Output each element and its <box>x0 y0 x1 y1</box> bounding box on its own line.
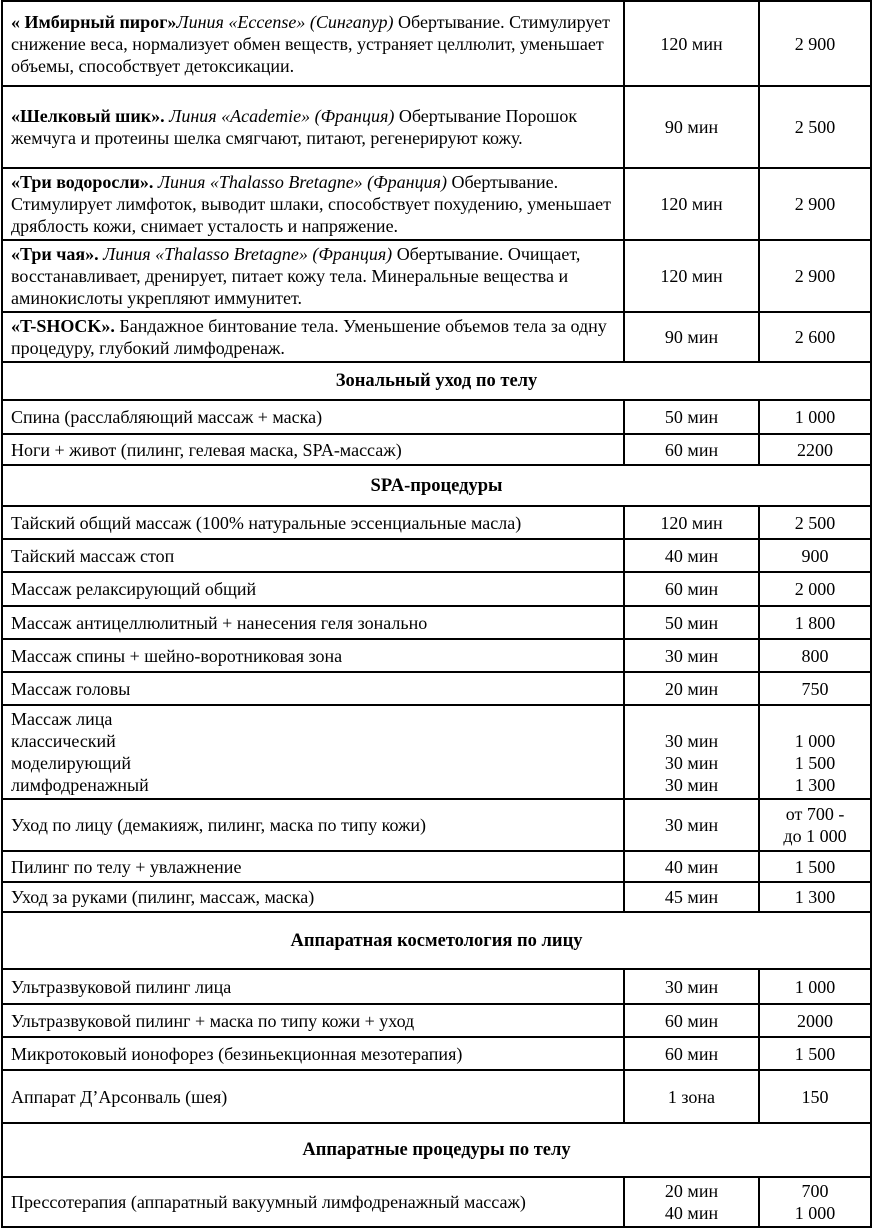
service-description: Бандажное бинтование тела. Уменьшение объемов тела за одну процедуру, глубокий лимфодренаж. <box>11 316 607 358</box>
service-name: Уход за руками (пилинг, массаж, маска) <box>11 887 315 907</box>
service-name-cell <box>2 672 624 705</box>
duration-value: 90 мин <box>664 117 719 137</box>
duration-cell <box>624 400 759 434</box>
service-name-cell <box>2 539 624 572</box>
price-table-body <box>2 1 871 1227</box>
price-cell <box>759 1004 871 1037</box>
table-row <box>2 400 871 434</box>
service-name-cell <box>2 1037 624 1070</box>
service-name: Массаж антицеллюлитный + нанесения геля зонально <box>11 612 428 633</box>
price-value: 2 500 <box>794 512 836 533</box>
service-name-cell <box>2 168 624 240</box>
duration-value: 50 мин <box>664 612 719 633</box>
price-value: 750 <box>801 678 829 699</box>
duration-cell <box>624 312 759 362</box>
service-name-cell <box>2 86 624 168</box>
price-cell <box>759 1 871 86</box>
duration-cell <box>624 434 759 465</box>
service-name-suffix: Обертывание. <box>392 244 504 264</box>
service-name-line: лимфодренажный <box>11 775 149 795</box>
service-name-line: классический <box>11 731 116 751</box>
section-header-row <box>2 912 871 969</box>
table-row <box>2 539 871 572</box>
duration-cell <box>624 86 759 168</box>
service-description: Очищает, восстанавливает, дренирует, питает кожу тела. Минеральные вещества и аминокислоты укрепляют иммунитет. <box>11 244 581 308</box>
price-value: 2 600 <box>794 327 836 347</box>
service-name: Прессотерапия (аппаратный вакуумный лимфодренажный массаж) <box>11 1192 526 1212</box>
table-row <box>2 168 871 240</box>
table-row <box>2 882 871 912</box>
service-description: Стимулирует снижение веса, нормализует обмен веществ, устраняет целлюлит, уменьшает объемы, способствует детоксикации. <box>11 11 611 76</box>
price-value: 900 <box>801 545 829 566</box>
price-value: 2 500 <box>794 117 836 137</box>
duration-cell <box>624 572 759 606</box>
table-row <box>2 506 871 539</box>
price-value: 150 <box>801 1086 829 1107</box>
duration-cell <box>624 672 759 705</box>
service-name: Спина (расслабляющий массаж + маска) <box>11 407 323 427</box>
price-value: 700 <box>801 1181 829 1201</box>
duration-cell <box>624 606 759 639</box>
section-header: Зональный уход по телу <box>2 362 871 400</box>
duration-cell <box>624 705 759 799</box>
price-value <box>762 708 868 730</box>
service-name: Микротоковый ионофорез (безиньекционная мезотерапия) <box>11 1043 463 1064</box>
service-name-cell <box>2 1004 624 1037</box>
service-name-cell <box>2 572 624 606</box>
price-cell <box>759 240 871 312</box>
service-name-cell <box>2 434 624 465</box>
price-cell <box>759 168 871 240</box>
price-value: 2 900 <box>794 33 836 54</box>
table-row <box>2 799 871 851</box>
duration-value: 120 мин <box>660 33 723 54</box>
price-value: 1 800 <box>794 612 836 633</box>
service-name-cell <box>2 705 624 799</box>
duration-cell <box>624 1004 759 1037</box>
duration-value: 40 мин <box>664 545 719 566</box>
price-value: 1 500 <box>794 1043 836 1064</box>
service-name: Ультразвуковой пилинг лица <box>11 976 232 997</box>
price-cell <box>759 882 871 912</box>
section-header-row <box>2 465 871 506</box>
service-name: Массаж релаксирующий общий <box>11 579 257 599</box>
price-cell <box>759 400 871 434</box>
service-name-cell <box>2 1 624 86</box>
duration-cell <box>624 539 759 572</box>
duration-value: 20 мин <box>664 1181 719 1201</box>
duration-value: 30 мин <box>664 775 719 795</box>
price-value: 1 300 <box>794 775 836 795</box>
section-header-row <box>2 1123 871 1177</box>
service-name: Тайский общий массаж (100% натуральные эссенциальные масла) <box>11 512 522 533</box>
table-row <box>2 639 871 672</box>
price-cell <box>759 705 871 799</box>
duration-value: 50 мин <box>664 407 719 427</box>
duration-value: 120 мин <box>660 512 723 533</box>
duration-cell <box>624 1 759 86</box>
service-name-cell <box>2 799 624 851</box>
service-name-line: моделирующий <box>11 753 131 773</box>
service-name-cell <box>2 1070 624 1123</box>
price-value: 2 000 <box>794 579 836 599</box>
section-header-row <box>2 362 871 400</box>
price-value: 2 900 <box>794 194 836 214</box>
duration-value: 20 мин <box>664 678 719 699</box>
table-row <box>2 1177 871 1227</box>
table-row <box>2 672 871 705</box>
price-value: 800 <box>801 645 829 666</box>
duration-value: 40 мин <box>664 1203 719 1223</box>
service-line-name: Линия «Thalasso Bretagne» (Франция) <box>98 244 393 264</box>
service-name: « Имбирный пирог» <box>11 11 177 32</box>
duration-cell <box>624 639 759 672</box>
service-name: Ультразвуковой пилинг + маска по типу кожи + уход <box>11 1010 415 1031</box>
service-name: Массаж головы <box>11 678 131 699</box>
section-header: SPA-процедуры <box>2 465 871 506</box>
duration-value: 45 мин <box>664 887 719 907</box>
table-row <box>2 312 871 362</box>
service-name-cell <box>2 400 624 434</box>
service-name: «Три водоросли». <box>11 172 154 192</box>
service-name: Массаж спины + шейно-воротниковая зона <box>11 645 343 666</box>
service-name-cell <box>2 312 624 362</box>
price-value: 1 500 <box>794 753 836 773</box>
duration-value: 60 мин <box>664 579 719 599</box>
service-name-suffix: Обертывание. <box>446 172 559 192</box>
duration-cell <box>624 1070 759 1123</box>
table-row <box>2 1 871 86</box>
duration-cell <box>624 506 759 539</box>
table-row <box>2 606 871 639</box>
service-name-line: Массаж лица <box>11 709 113 729</box>
duration-value: 1 зона <box>667 1086 716 1107</box>
price-cell <box>759 799 871 851</box>
service-name-cell <box>2 1177 624 1227</box>
duration-cell <box>624 851 759 882</box>
service-name: «Три чая». <box>11 244 99 264</box>
duration-cell <box>624 168 759 240</box>
service-line-name: Линия «Eccense» (Сингапур) <box>176 11 394 32</box>
service-name-suffix: Обертывание <box>394 106 501 126</box>
price-cell <box>759 639 871 672</box>
price-cell <box>759 969 871 1004</box>
table-row <box>2 240 871 312</box>
price-value: от 700 - <box>785 804 845 824</box>
service-description: Порошок жемчуга и протеины шелка смягчают, питают, регенерируют кожу. <box>11 106 578 148</box>
table-row <box>2 1070 871 1123</box>
table-row <box>2 434 871 465</box>
price-cell <box>759 1037 871 1070</box>
duration-value <box>627 708 756 730</box>
duration-cell <box>624 1177 759 1227</box>
price-cell <box>759 851 871 882</box>
duration-cell <box>624 799 759 851</box>
price-cell <box>759 506 871 539</box>
price-cell <box>759 606 871 639</box>
service-name: Уход по лицу (демакияж, пилинг, маска по типу кожи) <box>11 815 427 835</box>
price-cell <box>759 1070 871 1123</box>
service-name-cell <box>2 606 624 639</box>
price-cell <box>759 539 871 572</box>
table-row <box>2 1037 871 1070</box>
duration-value: 60 мин <box>664 439 719 460</box>
price-cell <box>759 434 871 465</box>
service-name-cell <box>2 240 624 312</box>
service-name-cell <box>2 506 624 539</box>
price-value: 1 300 <box>794 887 836 907</box>
service-name: Ноги + живот (пилинг, гелевая маска, SPA-массаж) <box>11 439 402 460</box>
price-cell <box>759 312 871 362</box>
service-name-cell <box>2 969 624 1004</box>
section-header: Аппаратная косметология по лицу <box>2 912 871 969</box>
duration-value: 30 мин <box>664 815 719 835</box>
duration-cell <box>624 882 759 912</box>
service-line-name: Линия «Thalasso Bretagne» (Франция) <box>153 172 447 192</box>
price-value: 1 000 <box>794 976 836 997</box>
price-cell <box>759 572 871 606</box>
section-header: Аппаратные процедуры по телу <box>2 1123 871 1177</box>
duration-value: 30 мин <box>664 976 719 997</box>
price-table <box>1 0 872 1228</box>
price-cell <box>759 86 871 168</box>
service-name-cell <box>2 882 624 912</box>
price-value: до 1 000 <box>783 826 847 846</box>
service-name: Тайский массаж стоп <box>11 545 175 566</box>
service-description: Стимулирует лимфоток, выводит шлаки, способствует похудению, уменьшает дряблость кожи, снимает усталость и напряжение. <box>11 194 611 236</box>
duration-value: 120 мин <box>660 266 723 286</box>
duration-value: 60 мин <box>664 1010 719 1031</box>
duration-value: 30 мин <box>664 645 719 666</box>
price-cell <box>759 1177 871 1227</box>
duration-cell <box>624 969 759 1004</box>
table-row <box>2 851 871 882</box>
duration-value: 90 мин <box>664 327 719 347</box>
table-row <box>2 1004 871 1037</box>
price-value: 1 000 <box>794 407 836 427</box>
price-value: 2200 <box>797 439 833 460</box>
price-value: 1 500 <box>794 856 836 877</box>
duration-value: 30 мин <box>664 753 719 773</box>
service-line-name: Линия «Academie» (Франция) <box>164 106 395 126</box>
price-value: 2000 <box>797 1010 833 1031</box>
service-name-suffix: Обертывание. <box>393 11 505 32</box>
duration-value: 30 мин <box>664 731 719 751</box>
duration-value: 120 мин <box>660 194 723 214</box>
price-value: 1 000 <box>794 731 836 751</box>
price-value: 2 900 <box>794 266 836 286</box>
price-cell <box>759 672 871 705</box>
duration-value: 40 мин <box>664 856 719 877</box>
duration-value: 60 мин <box>664 1043 719 1064</box>
service-name: Пилинг по телу + увлажнение <box>11 856 242 877</box>
table-row <box>2 705 871 799</box>
service-name: «T-SHOCK». <box>11 316 115 336</box>
price-value: 1 000 <box>794 1203 836 1223</box>
service-name-cell <box>2 639 624 672</box>
table-row <box>2 86 871 168</box>
service-name-cell <box>2 851 624 882</box>
duration-cell <box>624 240 759 312</box>
duration-cell <box>624 1037 759 1070</box>
service-name: Аппарат Д’Арсонваль (шея) <box>11 1086 228 1107</box>
table-row <box>2 969 871 1004</box>
service-name: «Шелковый шик». <box>11 106 165 126</box>
table-row <box>2 572 871 606</box>
